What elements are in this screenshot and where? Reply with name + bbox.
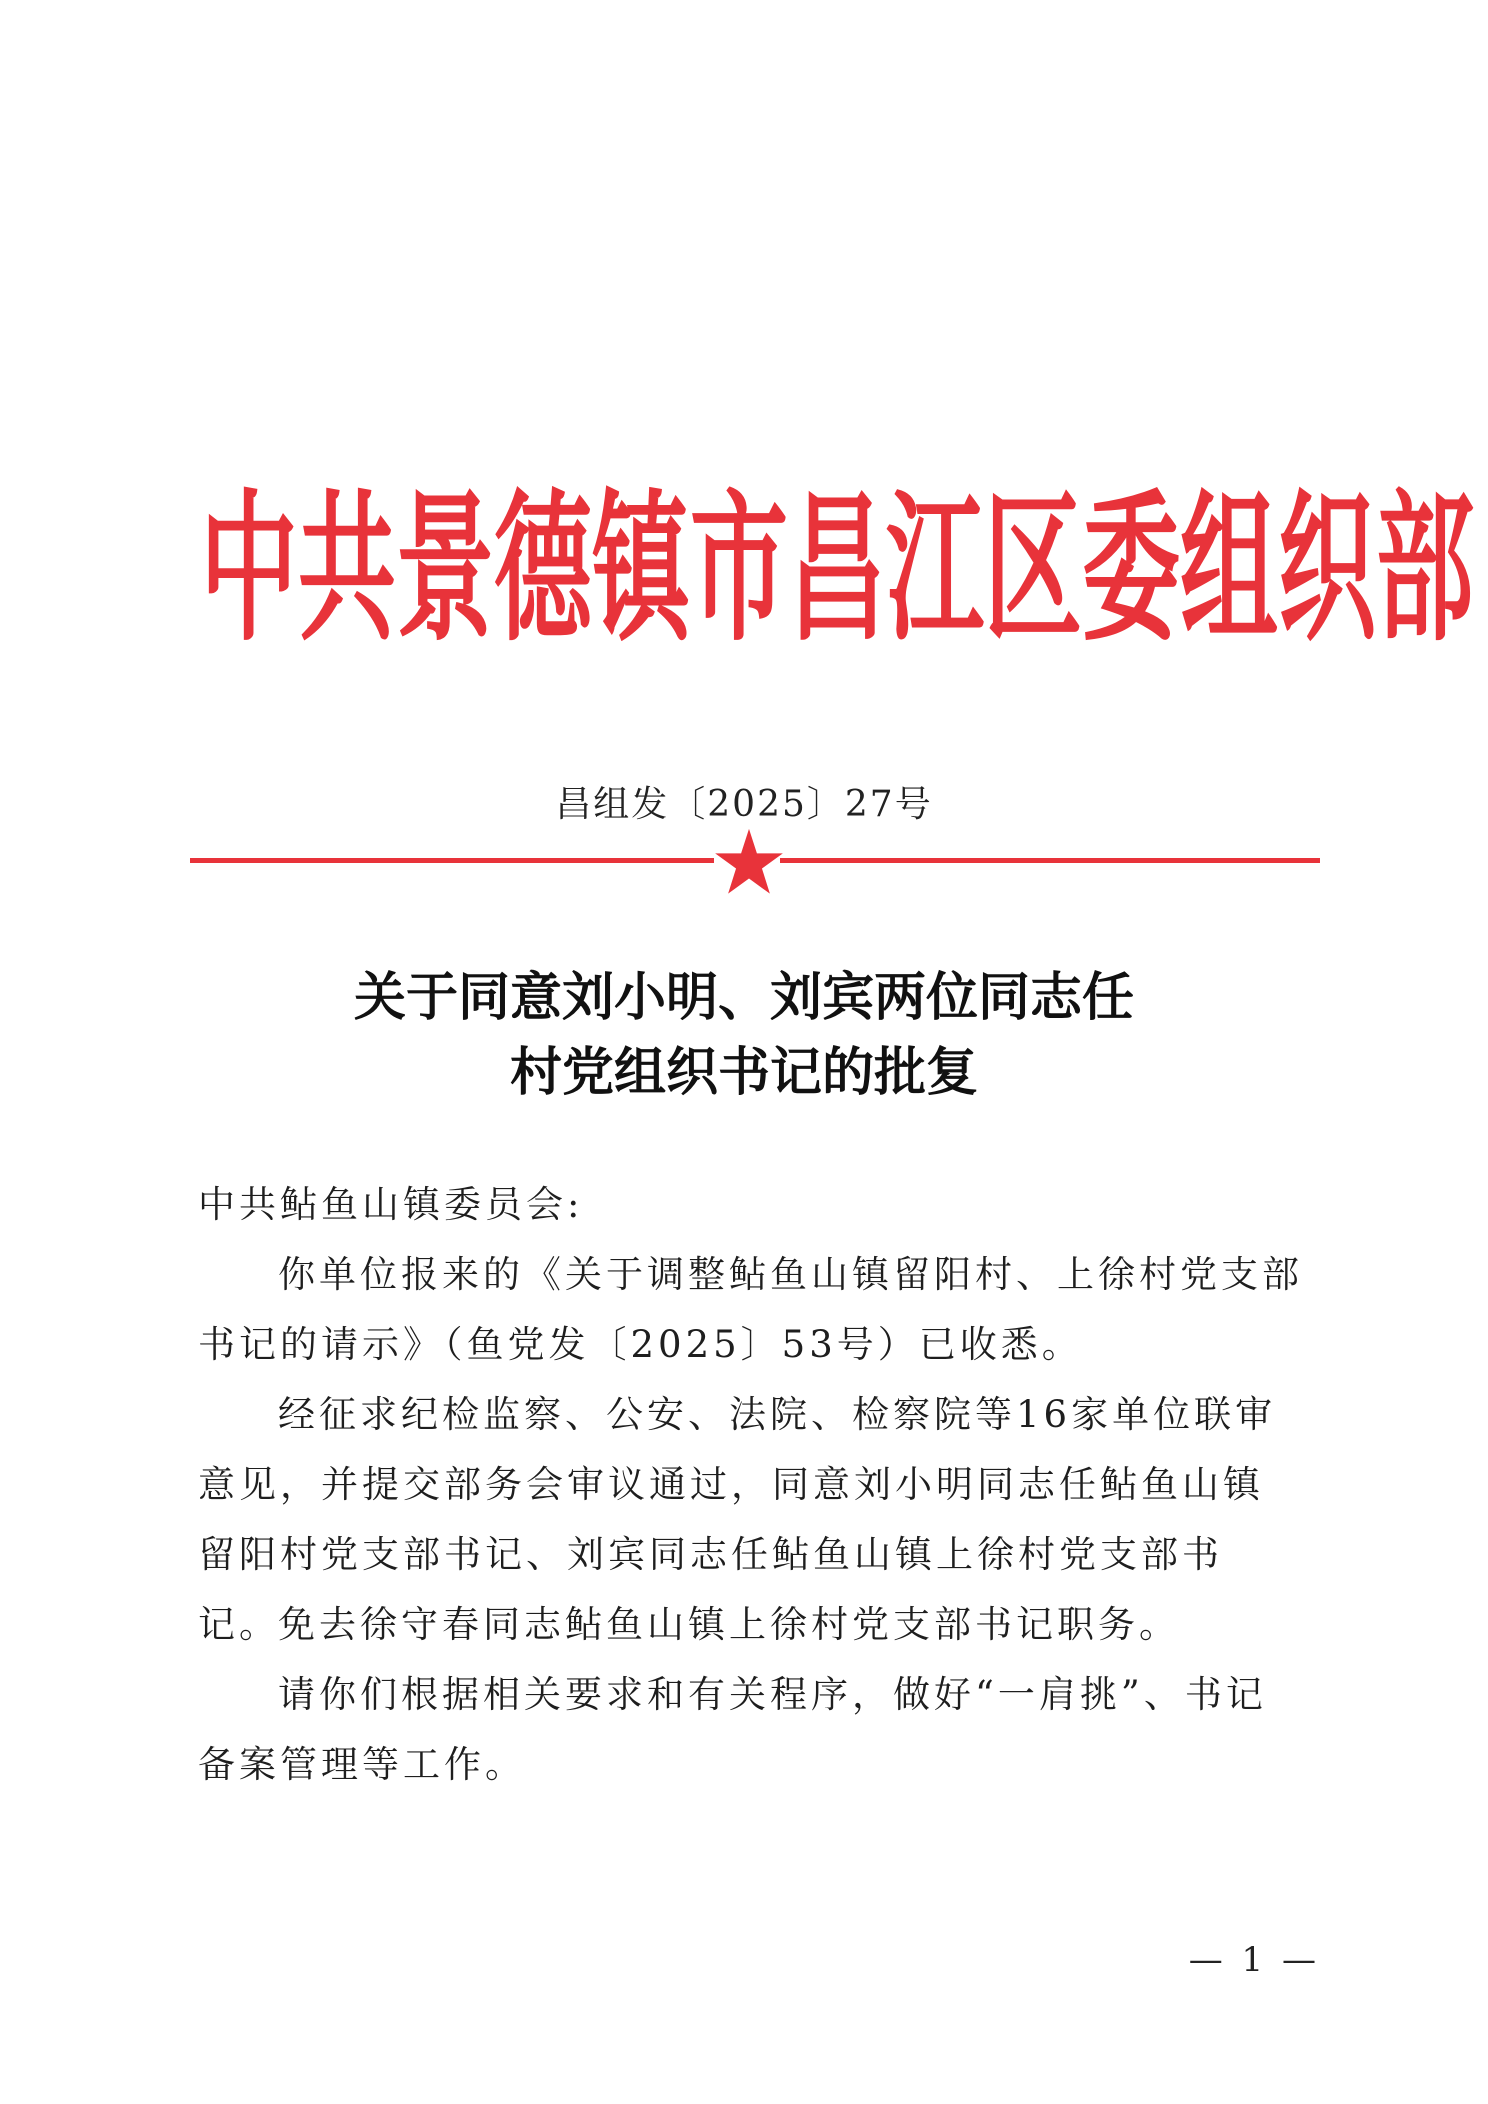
- document-title-line-2: 村党组织书记的批复: [509, 1042, 978, 1103]
- star-icon: [713, 826, 785, 898]
- issuing-organization-header: 中共景德镇市昌江区委组织部: [200, 476, 1475, 665]
- document-title-line-1: 关于同意刘小明、刘宾两位同志任: [353, 967, 1134, 1028]
- page-number: — 1 —: [1188, 1940, 1320, 1980]
- document-number: 昌组发〔2025〕27号: [555, 784, 933, 825]
- paragraph-text: 免去徐守春同志鲇鱼山镇上徐村党支部书记职务。: [278, 1603, 1180, 1646]
- body-paragraph-1: [198, 1240, 1303, 1380]
- body-paragraph-3: [198, 1590, 1303, 1660]
- paragraph-text: 请你们根据相关要求和有关程序，做好“一肩挑”、书记备案管理等工作。: [198, 1673, 1267, 1786]
- paragraph-text: 你单位报来的《关于调整鲇鱼山镇留阳村、上徐村党支部书记的请示》（鱼党发〔2025〕53号）已收悉。: [198, 1253, 1303, 1366]
- red-divider-right: [780, 858, 1320, 863]
- paragraph-text: 经征求纪检监察、公安、法院、检察院等16家单位联审意见，并提交部务会审议通过，同意刘小明同志任鲇鱼山镇留阳村党支部书记、刘宾同志任鲇鱼山镇上徐村党支部书记。: [198, 1393, 1277, 1646]
- salutation: 中共鲇鱼山镇委员会:: [198, 1183, 584, 1226]
- body-paragraph-4: [198, 1660, 1303, 1800]
- red-divider-left: [190, 858, 714, 863]
